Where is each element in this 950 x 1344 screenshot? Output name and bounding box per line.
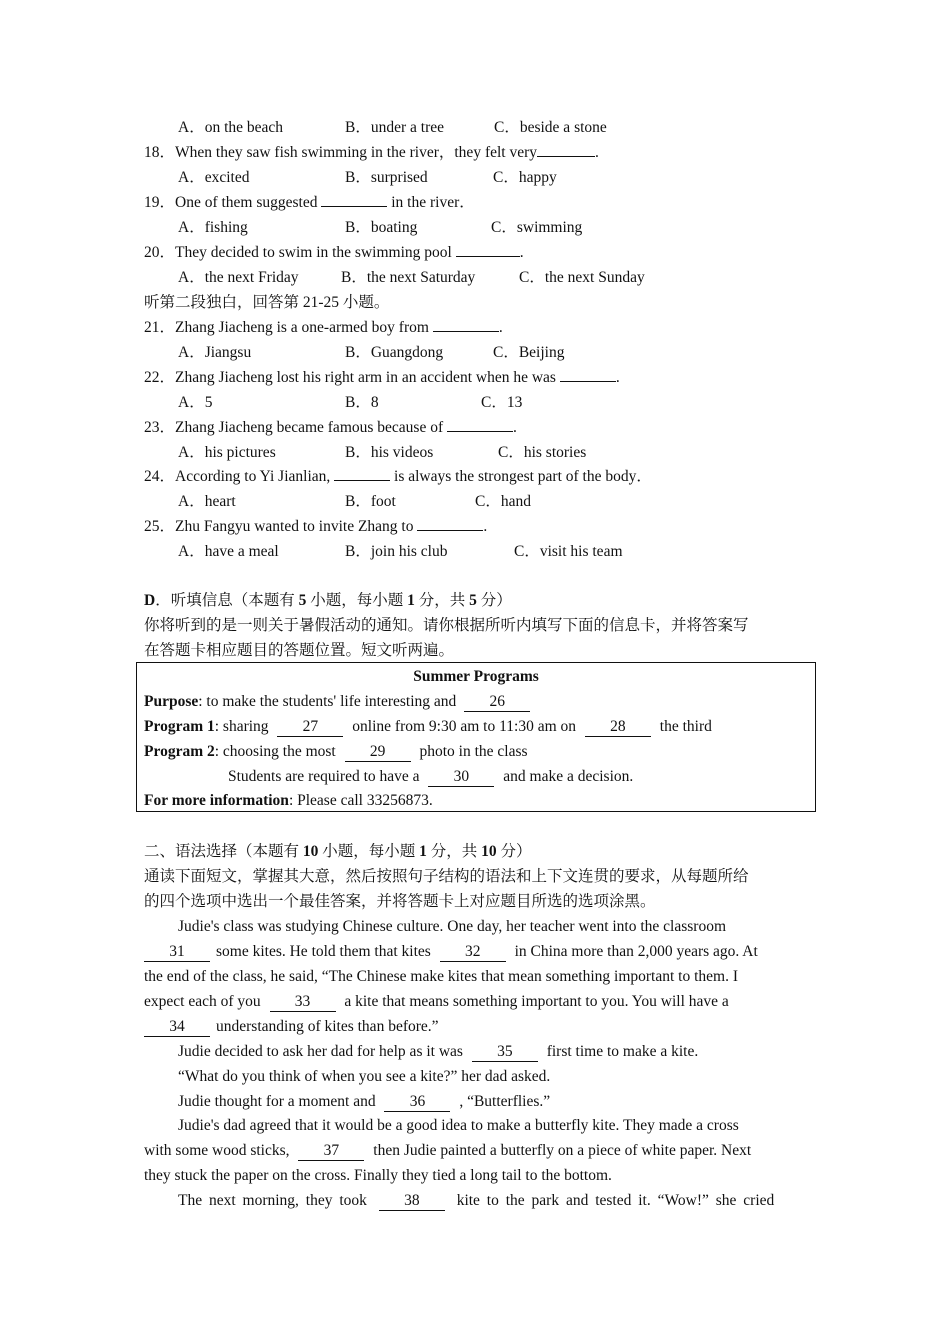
card-program1-label: Program 1	[144, 718, 215, 735]
q18-option-b: B．surprised	[345, 169, 428, 186]
q17-option-c: C．beside a stone	[494, 119, 607, 136]
passage-line-1: Judie's class was studying Chinese culture. One day, her teacher went into the classroom	[178, 918, 727, 935]
section-d-per: 1	[407, 592, 415, 609]
q23-option-b: B．his videos	[345, 444, 434, 461]
part2-title-a: 二、语法选择（本题有	[144, 843, 303, 860]
part2-title-b: 小题，每小题	[318, 843, 420, 860]
part2-title-c: 分，共	[426, 843, 482, 860]
section-d-count: 5	[298, 592, 307, 609]
part2-instructions-1: 通读下面短文，掌握其大意，然后按照句子结构的语法和上下文连贯的要求，从每题所给	[144, 868, 749, 885]
q21-stem	[144, 317, 503, 339]
passage-line-6	[178, 1041, 698, 1063]
part2-count: 10	[302, 843, 319, 860]
q25-stem-end: .	[483, 518, 488, 535]
card-info-text: : Please call 33256873.	[288, 792, 433, 809]
q23-option-a: A．his pictures	[178, 444, 276, 461]
passage-line-4	[144, 991, 729, 1013]
blank-35: 35	[472, 1043, 538, 1062]
monologue-2-intro: 听第二段独白，回答第 21-25 小题。	[144, 294, 390, 311]
card-program1-row	[144, 716, 712, 738]
q20-stem-text: 20．They decided to swim in the swimming pool	[144, 244, 452, 261]
card-program2-row-2	[228, 766, 633, 788]
card-purpose-label: Purpose	[144, 693, 199, 710]
blank-27: 27	[277, 718, 343, 737]
passage-line-4-a: expect each of you	[144, 993, 261, 1010]
q21-stem-end: .	[498, 319, 503, 336]
q18-options	[178, 167, 557, 189]
passage-line-10-b: then Judie painted a butterfly on a piece of white paper. Next	[373, 1142, 752, 1159]
passage-line-8-b: , “Butterflies.”	[459, 1093, 551, 1110]
part2-title-d: 分）	[496, 843, 532, 860]
q24-stem	[144, 466, 652, 488]
passage-line-6-a: Judie decided to ask her dad for help as it was	[178, 1043, 463, 1060]
q20-stem	[144, 242, 524, 264]
q19-option-b: B．boating	[345, 219, 418, 236]
q20-option-b: B．the next Saturday	[341, 269, 476, 286]
q21-blank	[433, 331, 499, 332]
q18-stem-text: 18．When they saw fish swimming in the river，they felt very	[144, 144, 538, 161]
section-d-label: D	[144, 592, 156, 609]
section-d-heading	[144, 590, 512, 612]
q23-stem-text: 23．Zhang Jiacheng became famous because of	[144, 419, 444, 436]
passage-line-12-a: The next morning, they took	[178, 1192, 367, 1209]
card-info-row	[144, 790, 433, 812]
blank-28: 28	[585, 718, 651, 737]
q23-option-c: C．his stories	[498, 444, 587, 461]
passage-line-11: they stuck the paper on the cross. Finally they tied a long tail to the bottom.	[144, 1167, 612, 1184]
q23-options	[178, 442, 586, 464]
passage-line-10	[144, 1140, 751, 1162]
section-d-instructions-2: 在答题卡相应题目的答题位置。短文听两遍。	[144, 642, 455, 659]
passage-line-8-a: Judie thought for a moment and	[178, 1093, 376, 1110]
q25-option-b: B．join his club	[345, 543, 448, 560]
q21-stem-text: 21．Zhang Jiacheng is a one-armed boy from	[144, 319, 429, 336]
card-program1-text-a: : sharing	[214, 718, 269, 735]
q20-blank	[456, 256, 520, 257]
card-program2-text-a: : choosing the most	[214, 743, 336, 760]
blank-36: 36	[384, 1093, 450, 1112]
q20-options	[178, 267, 645, 289]
passage-line-2-b: in China more than 2,000 years ago. At	[514, 943, 758, 960]
q24-stem-text: 24．According to Yi Jianlian,	[144, 468, 331, 485]
q21-options	[178, 342, 564, 364]
q22-stem-text: 22．Zhang Jiacheng lost his right arm in an accident when he was	[144, 369, 556, 386]
q19-stem-end: in the river．	[391, 194, 475, 211]
q22-blank	[560, 381, 616, 382]
part2-total: 10	[481, 843, 497, 860]
part2-heading	[144, 841, 532, 863]
blank-26: 26	[464, 693, 530, 712]
section-d-title-a: ．听填信息（本题有	[155, 592, 299, 609]
blank-31: 31	[144, 943, 210, 962]
q18-stem	[144, 142, 599, 164]
q25-stem-text: 25．Zhu Fangyu wanted to invite Zhang to	[144, 518, 414, 535]
q25-stem	[144, 516, 487, 538]
q22-option-a: A．5	[178, 394, 213, 411]
q18-option-c: C．happy	[493, 169, 557, 186]
q22-option-c: C．13	[481, 394, 523, 411]
card-purpose-text: : to make the students' life interesting and	[198, 693, 457, 710]
passage-line-3: the end of the class, he said, “The Chinese make kites that mean something important to them. I	[144, 968, 739, 985]
card-program2-line2-a: Students are required to have a	[228, 768, 420, 785]
q23-stem	[144, 417, 517, 439]
blank-29: 29	[345, 743, 411, 762]
q20-stem-end: .	[519, 244, 524, 261]
q17-option-b: B．under a tree	[345, 119, 444, 136]
passage-line-8	[178, 1091, 550, 1113]
q19-stem-text: 19．One of them suggested	[144, 194, 318, 211]
blank-37: 37	[298, 1142, 364, 1161]
q17-option-a: A．on the beach	[178, 119, 284, 136]
passage-line-6-b: first time to make a kite.	[546, 1043, 699, 1060]
section-d-title-c: 分，共	[414, 592, 470, 609]
q20-option-c: C．the next Sunday	[519, 269, 645, 286]
q23-stem-end: .	[513, 419, 517, 436]
card-program1-text-b: online from 9:30 am to 11:30 am on	[352, 718, 577, 735]
q24-option-c: C．hand	[475, 493, 531, 510]
q25-option-a: A．have a meal	[178, 543, 279, 560]
passage-line-2-a: some kites. He told them that kites	[216, 943, 431, 960]
q19-options	[178, 217, 582, 239]
q22-stem	[144, 367, 620, 389]
card-info-label: For more information	[144, 792, 289, 809]
section-d-title-d: 分）	[476, 592, 512, 609]
passage-line-5	[144, 1016, 439, 1038]
q18-option-a: A．excited	[178, 169, 250, 186]
passage-line-2	[144, 941, 758, 963]
q24-option-b: B．foot	[345, 493, 396, 510]
q21-option-a: A．Jiangsu	[178, 344, 252, 361]
q22-options	[178, 392, 522, 414]
section-d-title-b: 小题，每小题	[306, 592, 408, 609]
q24-blank	[334, 480, 390, 481]
q21-option-c: C．Beijing	[493, 344, 565, 361]
blank-33: 33	[270, 993, 336, 1012]
passage-line-7: “What do you think of when you see a kite?” her dad asked.	[178, 1068, 551, 1085]
q22-option-b: B．8	[345, 394, 379, 411]
q19-blank	[321, 206, 387, 207]
q22-stem-end: .	[615, 369, 620, 386]
passage-line-12	[178, 1190, 774, 1212]
q24-options	[178, 491, 531, 513]
blank-38: 38	[379, 1192, 445, 1211]
section-d-instructions-1: 你将听到的是一则关于暑假活动的通知。请你根据所听内填写下面的信息卡，并将答案写	[144, 617, 749, 634]
q25-option-c: C．visit his team	[514, 543, 623, 560]
section-d-total: 5	[469, 592, 477, 609]
blank-34: 34	[144, 1018, 210, 1037]
q24-stem-end: is always the strongest part of the body．	[394, 468, 652, 485]
q18-stem-end: .	[595, 144, 599, 161]
part2-per: 1	[419, 843, 427, 860]
passage-line-5-b: understanding of kites than before.”	[216, 1018, 439, 1035]
q20-option-a: A．the next Friday	[178, 269, 299, 286]
card-program2-label: Program 2	[144, 743, 215, 760]
passage-line-9: Judie's dad agreed that it would be a good idea to make a butterfly kite. They made a cross	[178, 1117, 739, 1134]
card-program1-text-c: the third	[659, 718, 712, 735]
blank-32: 32	[440, 943, 506, 962]
q18-blank	[537, 156, 595, 157]
card-title: Summer Programs	[413, 668, 539, 685]
q25-blank	[417, 530, 483, 531]
passage-line-10-a: with some wood sticks,	[144, 1142, 290, 1159]
card-purpose-row	[144, 691, 530, 713]
q24-option-a: A．heart	[178, 493, 236, 510]
card-program2-text-b: photo in the class	[419, 743, 528, 760]
q17-options	[178, 117, 607, 139]
blank-30: 30	[428, 768, 494, 787]
q21-option-b: B．Guangdong	[345, 344, 444, 361]
passage-line-4-b: a kite that means something important to you. You will have a	[344, 993, 729, 1010]
q19-option-c: C．swimming	[491, 219, 583, 236]
passage-line-12-b: kite to the park and tested it. “Wow!” she cried	[456, 1192, 775, 1209]
q19-stem	[144, 192, 475, 214]
q19-option-a: A．fishing	[178, 219, 248, 236]
card-program2-line2-b: and make a decision.	[503, 768, 634, 785]
part2-instructions-2: 的四个选项中选出一个最佳答案，并将答题卡上对应题目所选的选项涂黑。	[144, 893, 656, 910]
q25-options	[178, 541, 623, 563]
card-program2-row	[144, 741, 528, 763]
q23-blank	[447, 431, 513, 432]
